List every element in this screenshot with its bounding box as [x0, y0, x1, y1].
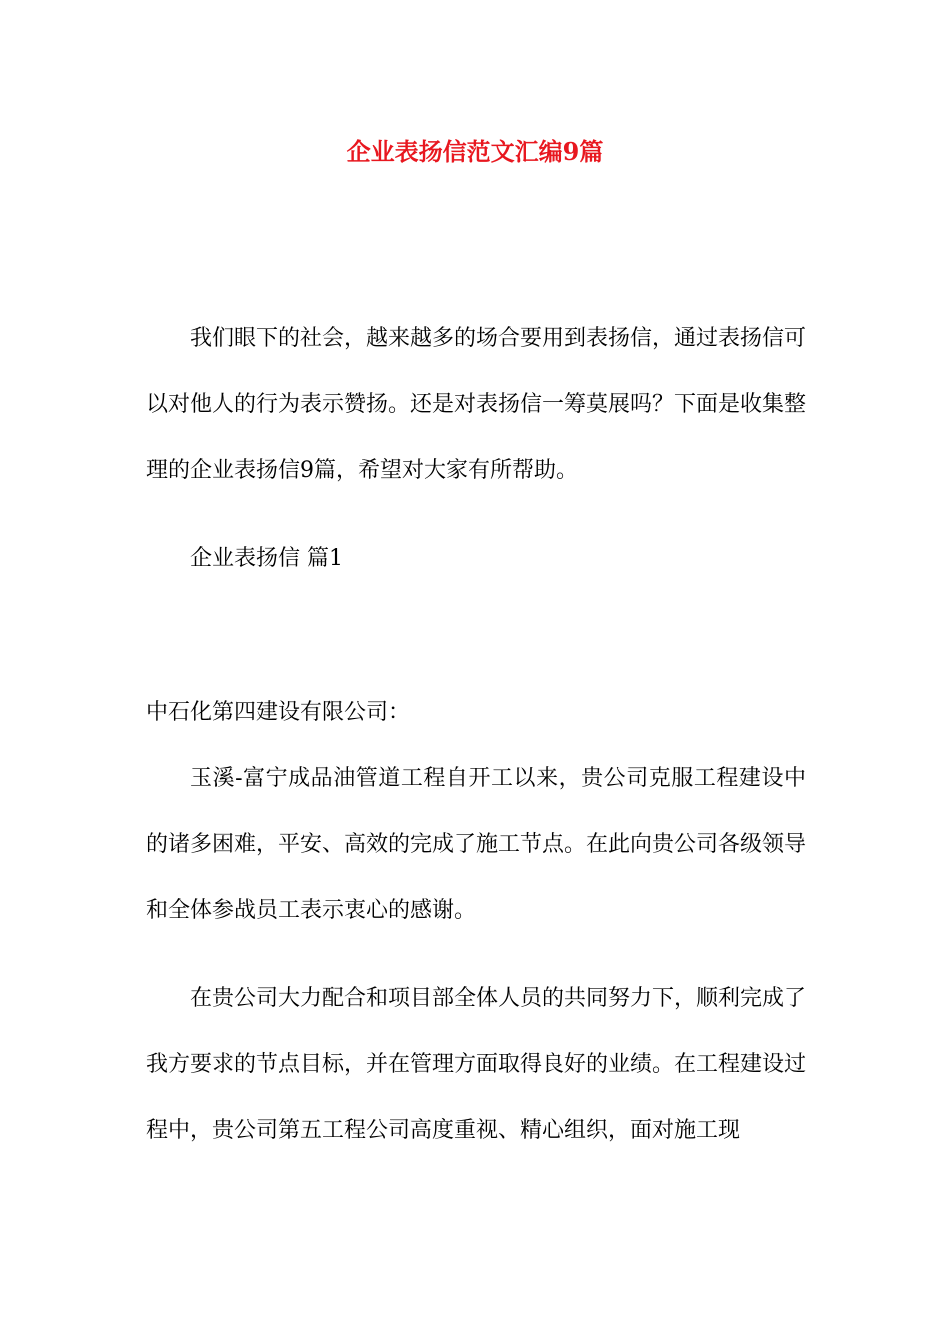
document-title: 企业表扬信范文汇编9篇 [346, 137, 604, 166]
letter-paragraph-2: 在贵公司大力配合和项目部全体人员的共同努力下，顺利完成了我方要求的节点目标，并在管理方面取得良好的业绩。在工程建设过程中，贵公司第五工程公司高度重视、精心组织，面对施工现 [146, 986, 807, 1143]
section-heading: 企业表扬信 篇1 [190, 546, 343, 571]
intro-paragraph: 我们眼下的社会，越来越多的场合要用到表扬信，通过表扬信可以对他人的行为表示赞扬。还是对表扬信一筹莫展吗？下面是收集整理的企业表扬信9篇，希望对大家有所帮助。 [146, 326, 807, 483]
letter-paragraph-1: 玉溪-富宁成品油管道工程自开工以来，贵公司克服工程建设中的诸多困难，平安、高效的完成了施工节点。在此向贵公司各级领导和全体参战员工表示衷心的感谢。 [146, 766, 807, 923]
letter-salutation: 中石化第四建设有限公司： [146, 700, 411, 725]
